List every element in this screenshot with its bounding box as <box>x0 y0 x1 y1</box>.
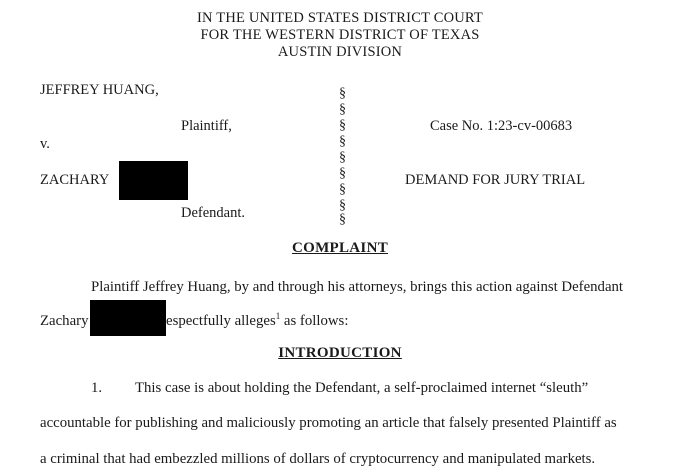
intro-para-line-1: This case is about holding the Defendant, a self-proclaimed internet “sleuth” <box>135 380 589 396</box>
court-name-line-2: FOR THE WESTERN DISTRICT OF TEXAS <box>200 27 480 43</box>
section-symbol: § <box>339 102 346 117</box>
intro-para-line-2: accountable for publishing and maliciously promoting an article that falsely presented Plaintiff as <box>40 415 617 431</box>
footnote-marker[interactable]: 1 <box>275 311 281 321</box>
court-division: AUSTIN DIVISION <box>277 44 403 60</box>
section-symbol: § <box>339 182 346 197</box>
as-follows-text: as follows: <box>280 313 349 329</box>
introduction-title: INTRODUCTION <box>278 345 402 361</box>
complaint-intro-line-1: Plaintiff Jeffrey Huang, by and through his attorneys, brings this action against Defendant <box>91 279 624 295</box>
defendant-role: Defendant. <box>181 205 246 221</box>
plaintiff-name: JEFFREY HUANG, <box>40 82 159 98</box>
defendant-name: ZACHARY <box>40 172 110 188</box>
section-symbol: § <box>339 86 346 101</box>
versus: v. <box>40 136 50 152</box>
section-symbol: § <box>339 134 346 149</box>
court-name-line-1: IN THE UNITED STATES DISTRICT COURT <box>197 10 483 26</box>
section-symbol: § <box>339 118 346 133</box>
section-symbol: § <box>339 150 346 165</box>
jury-demand: DEMAND FOR JURY TRIAL <box>405 172 586 188</box>
section-symbol: § <box>339 198 346 213</box>
complaint-intro-line-2-start: Zachary <box>40 313 89 329</box>
section-symbol: § <box>339 166 346 181</box>
alleges-text: espectfully alleges <box>166 313 276 329</box>
case-number: Case No. 1:23-cv-00683 <box>430 118 573 134</box>
paragraph-number: 1. <box>91 380 103 396</box>
complaint-intro-line-2-end <box>166 313 348 330</box>
complaint-title: COMPLAINT <box>291 240 389 256</box>
section-symbol: § <box>339 212 346 227</box>
intro-para-line-3: a criminal that had embezzled millions of dollars of cryptocurrency and manipulated markets. <box>40 451 596 467</box>
redaction-box <box>119 161 188 200</box>
plaintiff-role: Plaintiff, <box>181 118 232 134</box>
redaction-box <box>90 300 166 336</box>
